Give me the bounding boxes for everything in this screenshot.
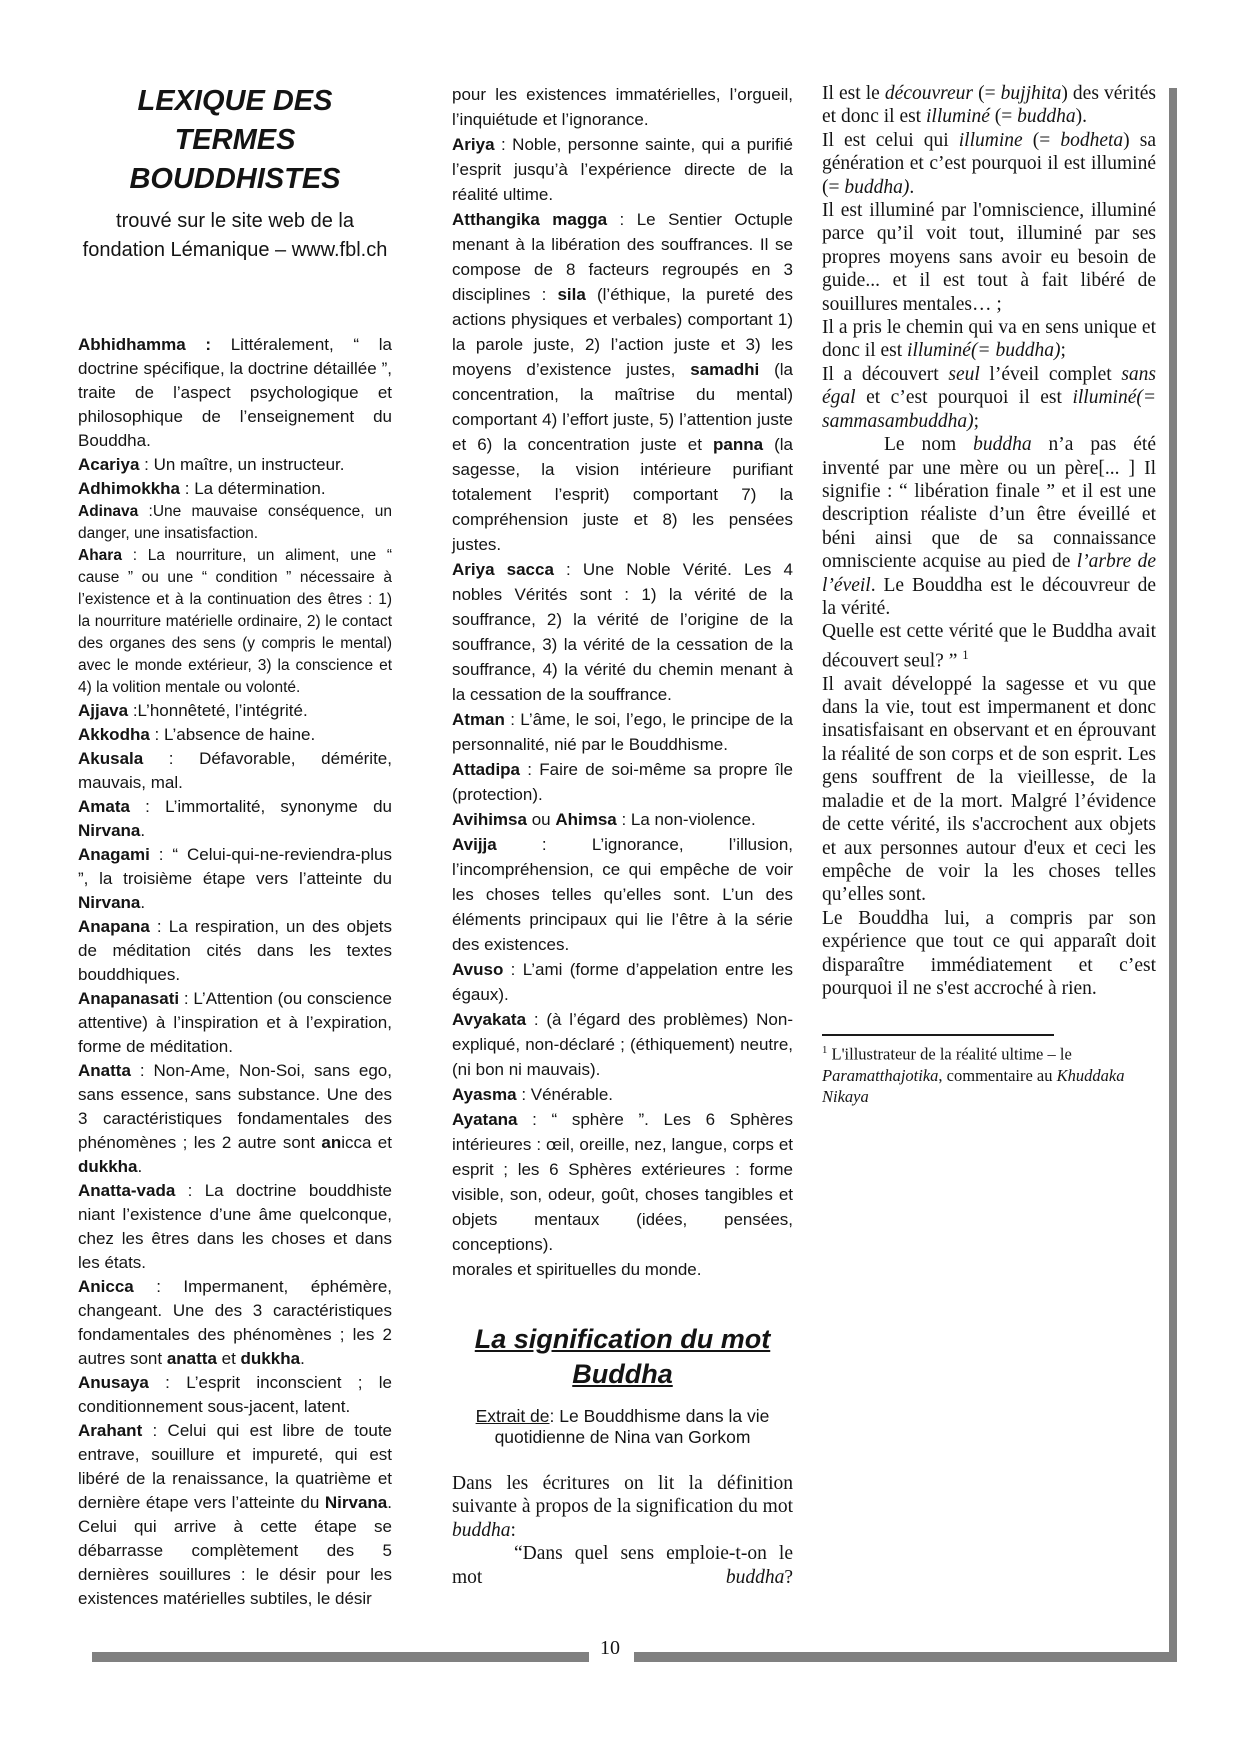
glossary-entry [78,1059,392,1179]
text-run: Anagami [78,845,150,864]
text-run: : L’ignorance, l’illusion, l’incompréhension, ce qui empêche de voir les choses telles qu’elles sont. L’un des éléments principaux qui lie l’être à la série des existences. [452,835,793,954]
glossary-entry [78,699,392,723]
text-run: buddha [973,434,1032,456]
text-run: Acariya [78,455,140,474]
text-run: seul [948,363,980,385]
paragraph [822,82,1156,129]
glossary-entries-left [78,333,392,1611]
text-run: : L’immortalité, synonyme du [129,797,392,816]
text-run: : Noble, personne sainte, qui a purifié l’esprit jusqu’à l’expérience directe de la réalité ultime. [452,135,793,204]
glossary-entry [78,723,392,747]
text-run: sans égal [822,363,1156,409]
footnote [822,1040,1156,1107]
text-run: : L’âme, le soi, l’ego, le principe de la personnalité, nié par le Bouddhisme. [452,710,793,754]
text-run: ; [1060,340,1066,362]
text-run: : Le Sentier Octuple menant à la libération des souffrances. Il se compose de 8 facteurs regroupés en 3 disciplines : [452,210,793,304]
glossary-entry [78,987,392,1059]
text-run: découvreur [884,83,973,104]
text-run: bodheta [1060,129,1124,151]
text-run: : L’esprit inconscient ; le conditionnement sous-jacent, latent. [78,1373,392,1416]
text-run: : Un maître, un instructeur. [139,455,345,474]
page-title: LEXIQUE DES TERMES BOUDDHISTES [129,85,341,195]
text-run: Extrait de [475,1406,550,1426]
text-run: “Dans quel sens emploie-t-on le mot [452,1543,793,1588]
text-run: Atthangika magga [452,210,608,229]
text-run: pour les existences immatérielles, l’orgueil, l’inquiétude et l’ignorance. [452,85,793,129]
text-run: Abhidhamma : [78,335,212,354]
left-column [78,82,392,1611]
text-run: Anapanasati [78,989,180,1008]
text-run: Nirvana [78,821,141,840]
text-run: n’a pas été inventé par une mère ou un père[... ] Il signifie : “ libération finale ” et il est une description réaliste d’un être éveillé et béni ainsi que de sa connaissance omnisciente acquise au pied de [822,434,1156,573]
text-run: dukkha [78,1157,138,1176]
glossary-entry [78,453,392,477]
text-run: . [140,821,146,840]
glossary-entry [78,915,392,987]
text-run: (= [973,83,1001,104]
text-run: : (à l’égard des problèmes) Non-expliqué, non-déclaré ; (éthiquement) neutre, (ni bon ni mauvais). [452,1010,793,1079]
footnote-rule [822,1034,1054,1036]
text-run: . [137,1157,143,1176]
glossary-entry [78,1419,392,1611]
glossary-entry [452,1007,793,1082]
text-run: : Une Noble Vérité. Les 4 nobles Vérités sont : 1) la vérité de la souffrance, 2) la vérité de l’origine de la souffrance, 3) la vérité de la cessation de la souffrance, 4) la vérité du chemin menant à la cessation de la souffrance. [452,560,793,704]
text-run: , commentaire au [938,1065,1057,1085]
paragraph [452,1542,793,1589]
right-column [822,82,1156,1107]
text-run: Arahant [78,1421,143,1440]
text-run: L'illustrateur de la réalité ultime – le [827,1044,1072,1064]
text-run: Ariya [452,135,495,154]
page-border-right [1169,88,1177,1662]
text-run: Anusaya [78,1373,149,1392]
text-run: bujjhita [1000,83,1062,104]
body-paragraphs [822,82,1156,1000]
text-run: Ahara [78,547,122,564]
text-run: . [300,1349,305,1368]
text-run: Il a pris le chemin qui va en sens unique et donc il est [822,317,1156,362]
glossary-entry [78,1275,392,1371]
text-run: dukkha [240,1349,301,1368]
paragraph [822,433,1156,620]
text-run: : “ sphère ”. Les 6 Sphères intérieures : œil, oreille, nez, langue, corps et esprit ; les 6 Sphères extérieures : forme visible, son, odeur, goût, choses tangibles et objets mentaux (idées, pensées, conceptions). [452,1110,793,1254]
text-run: anatta [166,1349,217,1368]
glossary-entry [78,501,392,545]
text-run: Khuddaka Nikaya [822,1065,1125,1106]
glossary-entry [78,477,392,501]
text-run: : L’ami (forme d’appelation entre les égaux). [452,960,793,1004]
text-run: Adinava [78,503,139,520]
text-run: : La respiration, un des objets de méditation cités dans les textes bouddhiques. [78,917,392,984]
text-run: ) sa génération et c’est pourquoi il est illuminé (= [822,129,1156,198]
middle-column [452,82,793,1589]
text-run: ou [526,810,556,829]
text-run: Nirvana [324,1493,388,1512]
text-run: : Vénérable. [516,1085,613,1104]
text-run: Anapana [78,917,150,936]
text-run: : Défavorable, démérite, mauvais, mal. [78,749,392,792]
text-run: buddha [452,1519,511,1541]
text-run: Anatta [78,1061,131,1080]
intro-paragraphs [452,1472,793,1589]
text-run: Atman [452,710,505,729]
text-run: (l’éthique, la pureté des actions physiques et verbales) comportant 1) la parole juste, 2) l’action juste et 3) les moyens d’existence justes, [452,285,793,379]
text-run: Avihimsa [452,810,527,829]
text-run: : La nourriture, un aliment, une “ cause ” ou une “ condition ” nécessaire à l’existence et à la continuation des êtres : 1) la nourriture matérielle ordinaire, 2) le contact des organes des sens (y compris le mental) avec le monde extérieur, 3) la conscience et 4) la volition mentale ou volonté. [78,547,392,696]
text-run: :Une mauvaise conséquence, un danger, une insatisfaction. [78,503,392,542]
text-run: Anatta-vada [78,1181,176,1200]
text-run: ; [973,410,980,432]
glossary-entries-middle [452,82,793,1282]
glossary-entry [78,795,392,843]
text-run: ) des vérités et donc il est [822,83,1156,128]
text-run: Avijja [452,835,497,854]
source-note [452,1406,793,1448]
text-run: illumine [958,129,1023,151]
text-run: samadhi [690,360,760,379]
text-run: Ariya sacca [452,560,554,579]
glossary-entry [452,807,793,832]
text-run: Le nom [884,434,974,456]
glossary-entry [78,333,392,453]
section-heading: La signification du mot Buddha [474,1324,771,1389]
text-run: (= [1022,129,1061,151]
text-run: . [140,893,146,912]
glossary-entry [452,1107,793,1257]
text-run: buddha [725,1566,785,1588]
text-run: (la sagesse, la vision intérieure purifiant totalement l’esprit) comportant 7) la compréhension juste et 8) les pensées justes. [452,435,793,554]
text-run: Il est illuminé par l'omniscience, illuminé parce qu’il voit tout, illuminé par ses propres moyens sans avoir eu besoin de guide... et il est tout à fait libéré de souillures mentales… ; [822,200,1156,315]
text-run: Adhimokkha [78,479,181,498]
glossary-entry [452,957,793,1007]
paragraph [452,1472,793,1542]
text-run: : Le Bouddhisme dans la vie quotidienne de Nina van Gorkom [494,1406,770,1447]
text-run: Akkodha [78,725,150,744]
text-run: an [321,1133,342,1152]
text-run: : L’Attention (ou conscience attentive) à l’inspiration et à l’expiration, forme de méditation. [78,989,392,1056]
text-run: . Celui qui arrive à cette étape se débarrasse complètement des 5 dernières souillures : le désir pour les existences matérielles subtiles, le désir [78,1493,392,1608]
paragraph [822,907,1156,1001]
text-run: Avuso [452,960,504,979]
paragraph [822,129,1156,199]
text-run: : Impermanent, éphémère, changeant. Une des 3 caractéristiques fondamentales des phénomènes ; les 2 autres sont [78,1277,392,1368]
text-run: Le Bouddha lui, a compris par son expérience que tout ce qui apparaît doit disparaître immédiatement et c’est pourquoi il ne s'est accroché à rien. [822,907,1156,999]
text-run: : Non-Ame, Non-Soi, sans ego, sans essence, sans substance. Une des 3 caractéristiques fondamentales des phénomènes ; les 2 autre sont [78,1061,392,1152]
text-run: Littéralement, “ la doctrine spécifique, la doctrine détaillée ”, traite de l’aspect psychologique et philosophique de l’enseignement du Bouddha. [78,335,392,450]
paragraph [822,199,1156,316]
text-run: Anicca [78,1277,134,1296]
text-run: : La non-violence. [616,810,756,829]
text-run: Il est celui qui [822,129,959,151]
text-run: Il est le [822,83,885,104]
glossary-entry [78,1179,392,1275]
text-run: Dans les écritures on lit la définition suivante à propos de la signification du mot [452,1473,793,1518]
text-run: l’éveil complet [979,363,1122,385]
text-run: illuminé(= sammasambuddha) [822,387,1156,432]
text-run: ? [784,1566,793,1588]
text-run: et c’est pourquoi il est [855,387,1073,409]
text-run: Quelle est cette vérité que le Buddha avait découvert seul? ” [822,621,1156,672]
text-run: sila [557,285,586,304]
text-run: : Celui qui est libre de toute entrave, souillure et impureté, qui est libéré de la renaissance, la quatrième et dernière étape vers l’atteinte du [78,1421,392,1512]
text-run: illuminé(= buddha) [907,340,1061,362]
text-run: Ayasma [452,1085,517,1104]
glossary-entry [452,757,793,807]
text-run: : La doctrine bouddhiste niant l’existence d’une âme quelconque, chez les êtres dans les choses et dans les états. [78,1181,392,1272]
glossary-entry [452,557,793,707]
text-run: illuminé [925,106,990,128]
text-run: icca et [341,1133,392,1152]
text-run: Attadipa [452,760,520,779]
glossary-entry [452,1082,793,1107]
text-run: panna [712,435,764,454]
text-run: l’arbre de l’éveil [822,551,1156,596]
page-subtitle: trouvé sur le site web de la fondation Lémanique – www.fbl.ch [82,210,388,261]
text-run: : L’absence de haine. [149,725,316,744]
text-run: : “ Celui-qui-ne-reviendra-plus ”, la troisième étape vers l’atteinte du [78,845,392,888]
text-run: :L’honnêteté, l’intégrité. [128,701,308,720]
glossary-entry [452,707,793,757]
text-run: Nirvana [78,893,141,912]
page-border-bottom-left [92,1652,589,1662]
glossary-entry [78,747,392,795]
paragraph [822,673,1156,907]
text-run: : Faire de soi-même sa propre île (protection). [452,760,793,804]
glossary-entry [78,843,392,915]
text-run: 1 [962,647,969,662]
text-run: 1 [822,1044,828,1057]
text-run: ). [1075,106,1088,128]
glossary-entry [452,132,793,207]
glossary-entry [78,1371,392,1419]
glossary-entry [78,545,392,699]
text-run: Akusala [78,749,144,768]
paragraph [822,363,1156,433]
text-run: morales et spirituelles du monde. [452,1260,702,1279]
page-number: 10 [600,1637,620,1659]
text-run: Amata [78,797,130,816]
text-run: Ahimsa [555,810,617,829]
text-run: Il avait développé la sagesse et vu que dans la vie, tout est impermanent et donc insatisfaisant en observant et en éprouvant la réalité de son corps et de son esprit. Les gens souffrent de la vieillesse, de la maladie et de la mort. Malgré l’évidence de cette vérité, ils s'accrochent aux objets et aux personnes autour d'eux et ceci les empêche de voir la les choses telles qu’elles sont. [822,673,1156,906]
text-run: . [909,176,915,198]
glossary-entry [452,82,793,132]
text-run: buddha) [844,176,910,198]
paragraph [822,316,1156,363]
page-border-bottom-right [634,1652,1177,1662]
text-run: Avyakata [452,1010,527,1029]
glossary-entry [452,207,793,557]
text-run: Ajjava [78,701,129,720]
paragraph [822,620,1156,672]
text-run: (= [989,106,1018,128]
text-run: et [216,1349,241,1368]
text-run: . Le Bouddha est le découvreur de la vérité. [822,574,1156,619]
glossary-entry [452,1257,793,1282]
text-run: Ayatana [452,1110,518,1129]
text-run: (la concentration, la maîtrise du mental) comportant 4) l’effort juste, 5) l’attention juste et 6) la concentration juste et [452,360,793,454]
text-run: Il a découvert [822,363,949,385]
text-run: : La détermination. [180,479,326,498]
text-run: Paramatthajotika [822,1065,939,1085]
text-run: buddha [1017,106,1076,128]
glossary-entry [452,832,793,957]
text-run: : [510,1519,516,1541]
